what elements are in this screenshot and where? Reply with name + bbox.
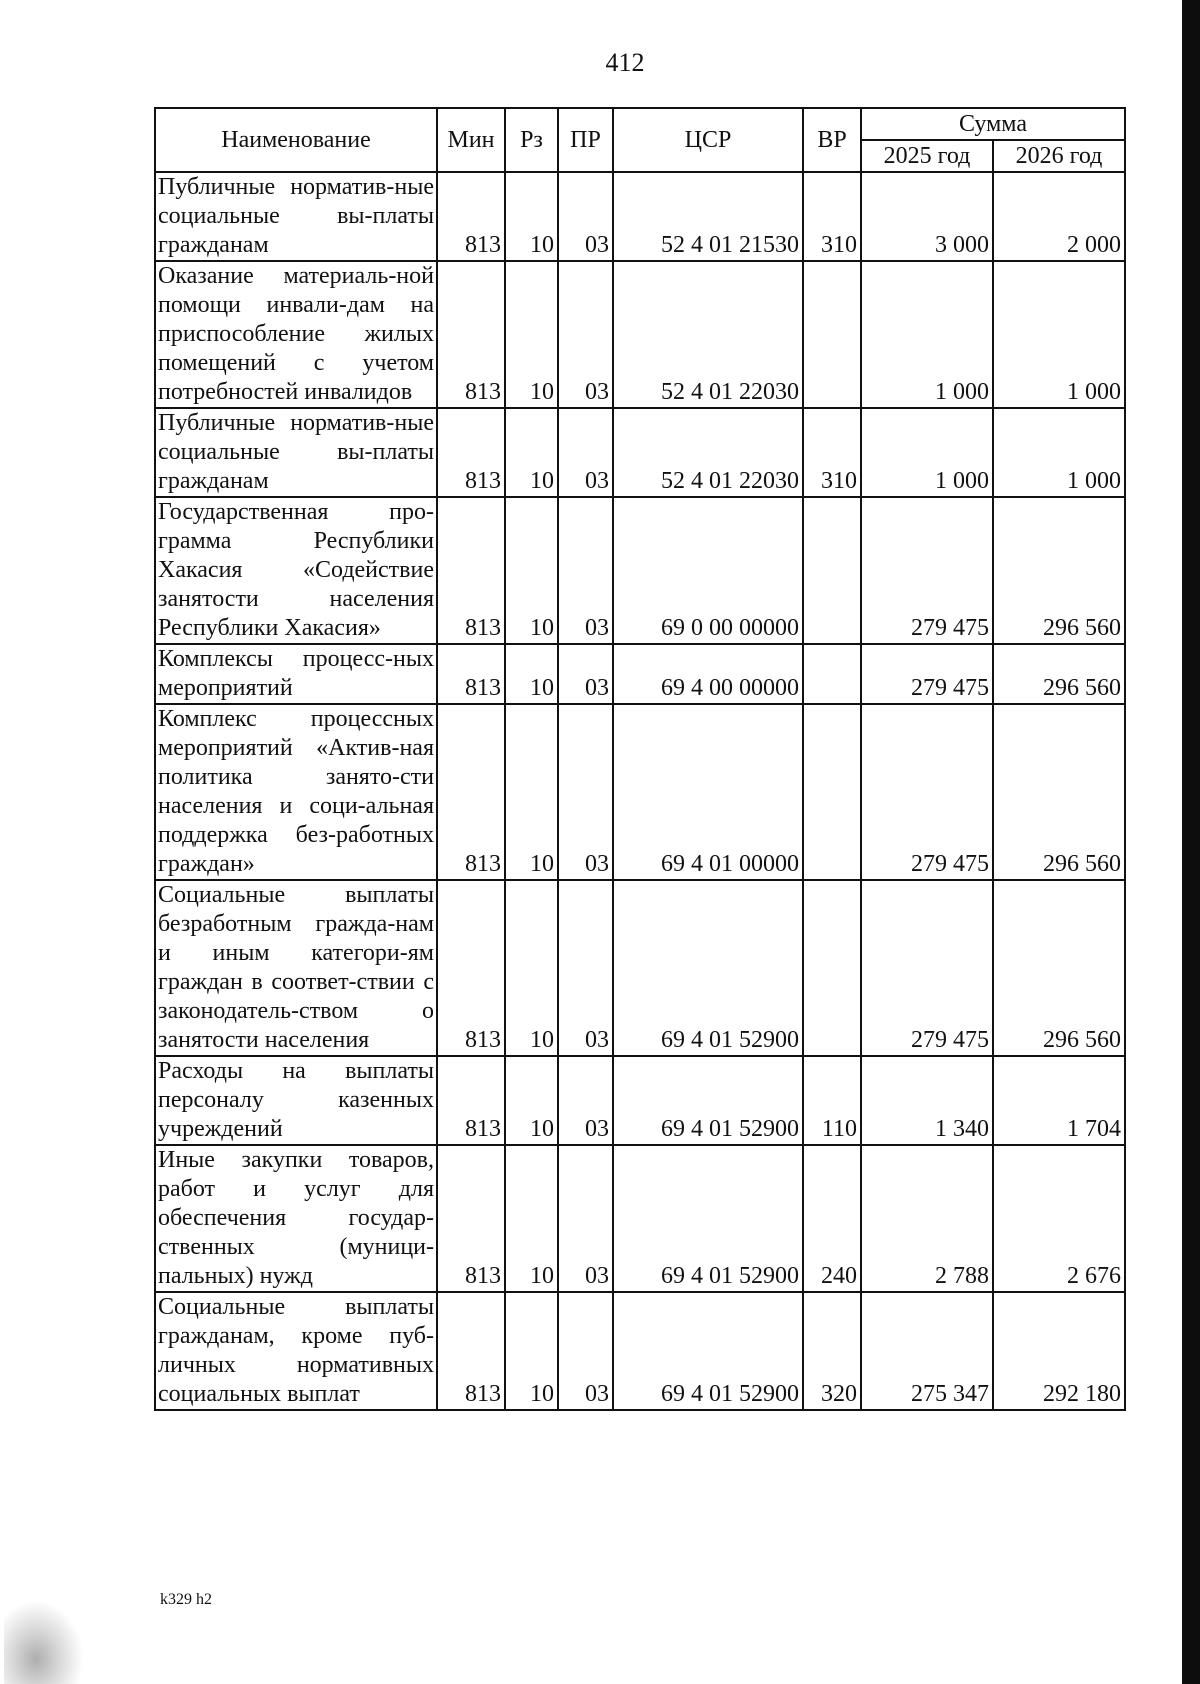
cell-pr: 03: [558, 408, 613, 497]
table-row: [155, 172, 1125, 261]
cell-2025: 279 475: [861, 880, 993, 1056]
cell-pr: 03: [558, 261, 613, 408]
cell-csr: 52 4 01 21530: [613, 172, 803, 261]
cell-2026: 2 676: [993, 1145, 1125, 1292]
header-csr: ЦСР: [613, 108, 803, 172]
cell-vr: 320: [803, 1292, 861, 1410]
cell-name: Иные закупки товаров, работ и услуг для обеспечения государ-ственных (муници-пальных) нужд: [155, 1145, 437, 1292]
cell-pr: 03: [558, 172, 613, 261]
cell-pr: 03: [558, 497, 613, 644]
cell-2025: 279 475: [861, 497, 993, 644]
cell-rz: 10: [505, 261, 558, 408]
cell-min: 813: [437, 261, 505, 408]
cell-name: Оказание материаль-ной помощи инвали-дам на приспособление жилых помещений с учетом потребностей инвалидов: [155, 261, 437, 408]
cell-name: Социальные выплаты гражданам, кроме пуб-личных нормативных социальных выплат: [155, 1292, 437, 1410]
cell-min: 813: [437, 644, 505, 704]
header-year-2026: 2026 год: [993, 140, 1125, 172]
cell-csr: 69 4 01 52900: [613, 1292, 803, 1410]
table-row: [155, 408, 1125, 497]
cell-vr: 310: [803, 408, 861, 497]
cell-name: Расходы на выплаты персоналу казенных учреждений: [155, 1056, 437, 1145]
cell-pr: 03: [558, 1145, 613, 1292]
cell-vr: [803, 261, 861, 408]
table-header: [155, 108, 1125, 172]
cell-name: Социальные выплаты безработным гражда-нам и иным категори-ям граждан в соответ-ствии с законодатель-ством о занятости населения: [155, 880, 437, 1056]
cell-pr: 03: [558, 1056, 613, 1145]
cell-rz: 10: [505, 497, 558, 644]
cell-csr: 69 4 01 52900: [613, 1056, 803, 1145]
cell-2026: 1 000: [993, 408, 1125, 497]
scan-edge-bar: [1182, 0, 1200, 1684]
cell-2026: 1 704: [993, 1056, 1125, 1145]
header-name: Наименование: [155, 108, 437, 172]
cell-min: 813: [437, 880, 505, 1056]
cell-min: 813: [437, 172, 505, 261]
table-body: [155, 172, 1125, 1410]
cell-2025: 1 000: [861, 261, 993, 408]
header-year-2025: 2025 год: [861, 140, 993, 172]
cell-rz: 10: [505, 172, 558, 261]
cell-pr: 03: [558, 704, 613, 880]
header-sum: Сумма: [861, 108, 1125, 140]
header-rz: Рз: [505, 108, 558, 172]
footer-code: k329 h2: [160, 1591, 212, 1608]
header-pr: ПР: [558, 108, 613, 172]
cell-csr: 52 4 01 22030: [613, 261, 803, 408]
cell-pr: 03: [558, 1292, 613, 1410]
cell-vr: [803, 644, 861, 704]
cell-min: 813: [437, 1145, 505, 1292]
header-vr: ВР: [803, 108, 861, 172]
cell-min: 813: [437, 497, 505, 644]
cell-name: Комплекс процессных мероприятий «Актив-ная политика занято-сти населения и соци-альная поддержка без-работных граждан»: [155, 704, 437, 880]
table-row: [155, 1056, 1125, 1145]
cell-2025: 2 788: [861, 1145, 993, 1292]
table-row: [155, 261, 1125, 408]
cell-name: Публичные норматив-ные социальные вы-платы гражданам: [155, 172, 437, 261]
table-row: [155, 497, 1125, 644]
cell-name: Публичные норматив-ные социальные вы-платы гражданам: [155, 408, 437, 497]
cell-2025: 279 475: [861, 644, 993, 704]
cell-vr: 310: [803, 172, 861, 261]
cell-csr: 69 4 01 00000: [613, 704, 803, 880]
cell-csr: 69 4 01 52900: [613, 880, 803, 1056]
cell-csr: 69 4 01 52900: [613, 1145, 803, 1292]
cell-rz: 10: [505, 1145, 558, 1292]
table-row: [155, 880, 1125, 1056]
cell-2025: 1 000: [861, 408, 993, 497]
table-row: [155, 704, 1125, 880]
cell-rz: 10: [505, 1056, 558, 1145]
cell-2025: 275 347: [861, 1292, 993, 1410]
scan-artifact: [4, 1600, 84, 1684]
cell-name: Государственная про-грамма Республики Хакасия «Содействие занятости населения Республики Хакасия»: [155, 497, 437, 644]
cell-2025: 1 340: [861, 1056, 993, 1145]
cell-2026: 296 560: [993, 880, 1125, 1056]
cell-2026: 2 000: [993, 172, 1125, 261]
page-number: 412: [605, 48, 645, 77]
cell-vr: 240: [803, 1145, 861, 1292]
table-row: [155, 644, 1125, 704]
cell-2026: 296 560: [993, 497, 1125, 644]
cell-min: 813: [437, 408, 505, 497]
cell-2025: 3 000: [861, 172, 993, 261]
cell-vr: 110: [803, 1056, 861, 1145]
cell-rz: 10: [505, 1292, 558, 1410]
cell-csr: 69 4 00 00000: [613, 644, 803, 704]
cell-pr: 03: [558, 880, 613, 1056]
cell-2026: 296 560: [993, 704, 1125, 880]
cell-2025: 279 475: [861, 704, 993, 880]
table-row: [155, 1292, 1125, 1410]
cell-2026: 296 560: [993, 644, 1125, 704]
cell-2026: 292 180: [993, 1292, 1125, 1410]
cell-pr: 03: [558, 644, 613, 704]
budget-table: [154, 107, 1126, 1411]
cell-rz: 10: [505, 704, 558, 880]
cell-min: 813: [437, 704, 505, 880]
cell-min: 813: [437, 1292, 505, 1410]
cell-min: 813: [437, 1056, 505, 1145]
cell-2026: 1 000: [993, 261, 1125, 408]
table-row: [155, 1145, 1125, 1292]
header-min: Мин: [437, 108, 505, 172]
cell-rz: 10: [505, 880, 558, 1056]
cell-vr: [803, 704, 861, 880]
cell-vr: [803, 880, 861, 1056]
cell-rz: 10: [505, 644, 558, 704]
cell-vr: [803, 497, 861, 644]
cell-name: Комплексы процесс-ных мероприятий: [155, 644, 437, 704]
cell-rz: 10: [505, 408, 558, 497]
cell-csr: 69 0 00 00000: [613, 497, 803, 644]
cell-csr: 52 4 01 22030: [613, 408, 803, 497]
